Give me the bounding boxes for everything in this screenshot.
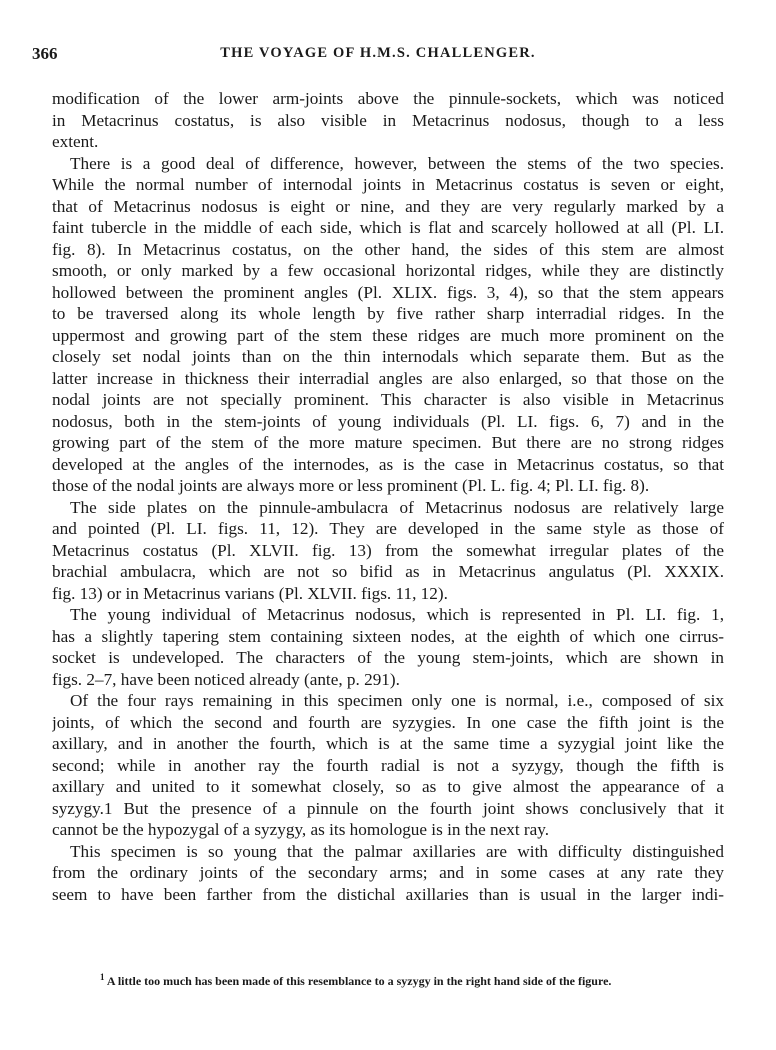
footnote (100, 974, 700, 989)
text-line: hollowed between the prominent angles (Pl. XLIX. figs. 3, 4), so that the stem appears (52, 282, 724, 302)
text-line: There is a good deal of difference, however, between the stems of the two species. (70, 153, 724, 173)
text-line: faint tubercle in the middle of each side, which is flat and scarcely hollowed at all (Pl. LI. (52, 218, 724, 237)
text-line: axillary, and in another the fourth, which is at the same time a syzygial joint like the (52, 734, 724, 753)
text-line: developed at the angles of the internodes, as is the case in Metacrinus costatus, so that (52, 454, 724, 474)
text-line: socket is undeveloped. The characters of the young stem-joints, which are shown in (52, 648, 724, 667)
text-line: that of Metacrinus nodosus is eight or nine, and they are very regularly marked by a (52, 196, 724, 216)
text-line: syzygy.1 But the presence of a pinnule on the fourth joint shows conclusively that it (52, 798, 724, 818)
text-line: The young individual of Metacrinus nodosus, which is represented in Pl. LI. fig. 1, (70, 605, 724, 624)
text-line: This specimen is so young that the palmar axillaries are with difficulty distinguished (70, 841, 724, 861)
text-line: closely set nodal joints than on the thin internodals which separate them. But as the (52, 347, 724, 366)
footnote-text: A little too much has been made of this resemblance to a syzygy in the right hand side of the figure. (106, 974, 612, 988)
text-line: Of the four rays remaining in this specimen only one is normal, i.e., composed of six (70, 691, 724, 710)
text-line: Metacrinus costatus (Pl. XLVII. fig. 13) from the somewhat irregular plates of the (52, 540, 724, 560)
text-line: growing part of the stem of the more mature specimen. But there are no strong ridges (52, 433, 724, 452)
text-line: in Metacrinus costatus, is also visible in Metacrinus nodosus, though to a less (52, 110, 724, 130)
text-line: The side plates on the pinnule-ambulacra of Metacrinus nodosus are relatively large (70, 497, 724, 517)
text-line: axillary and united to it somewhat closely, so as to give almost the appearance of a (52, 777, 724, 796)
text-line: While the normal number of internodal joints in Metacrinus costatus is seven or eight, (52, 175, 724, 194)
text-line: joints, of which the second and fourth are syzygies. In one case the fifth joint is the (52, 712, 724, 732)
text-line: nodal joints are not specially prominent. This character is also visible in Metacrinus (52, 390, 724, 409)
text-line: modification of the lower arm-joints above the pinnule-sockets, which was noticed (52, 89, 724, 108)
text-line: second; while in another ray the fourth radial is not a syzygy, though the fifth is (52, 755, 724, 775)
text-line: nodosus, both in the stem-joints of young individuals (Pl. LI. figs. 6, 7) and in the (52, 411, 724, 431)
text-line: those of the nodal joints are always more or less prominent (Pl. L. fig. 4; Pl. LI. fig. 8). (52, 476, 650, 495)
body-text (52, 88, 724, 905)
text-line: smooth, or only marked by a few occasional horizontal ridges, while they are distinctly (52, 261, 724, 280)
text-line: seem to have been farther from the distichal axillaries than is usual in the larger indi- (52, 884, 724, 904)
page-number: 366 (32, 44, 58, 63)
text-line: fig. 13) or in Metacrinus varians (Pl. XLVII. figs. 11, 12). (52, 583, 448, 603)
text-line: to be traversed along its whole length by five rather sharp interradial ridges. In the (52, 304, 724, 323)
page-header (32, 44, 724, 68)
text-line: cannot be the hypozygal of a syzygy, as its homologue is in the next ray. (52, 820, 550, 839)
text-line: and pointed (Pl. LI. figs. 11, 12). They are developed in the same style as those of (52, 519, 724, 538)
text-line: has a slightly tapering stem containing sixteen nodes, at the eighth of which one cirrus- (52, 626, 724, 646)
running-title: THE VOYAGE OF H.M.S. CHALLENGER. (220, 45, 536, 61)
text-line: figs. 2–7, have been noticed already (ante, p. 291). (52, 669, 400, 689)
text-line: brachial ambulacra, which are not so bifid as in Metacrinus angulatus (Pl. XXXIX. (52, 562, 724, 581)
text-line: fig. 8). In Metacrinus costatus, on the other hand, the sides of this stem are almost (52, 239, 724, 259)
text-line: from the ordinary joints of the secondary arms; and in some cases at any rate they (52, 863, 724, 882)
text-line: extent. (52, 132, 99, 151)
text-line: uppermost and growing part of the stem these ridges are much more prominent on the (52, 325, 724, 345)
text-line: latter increase in thickness their interradial angles are also enlarged, so that those on the (52, 368, 724, 388)
footnote-marker: 1 (100, 972, 105, 982)
